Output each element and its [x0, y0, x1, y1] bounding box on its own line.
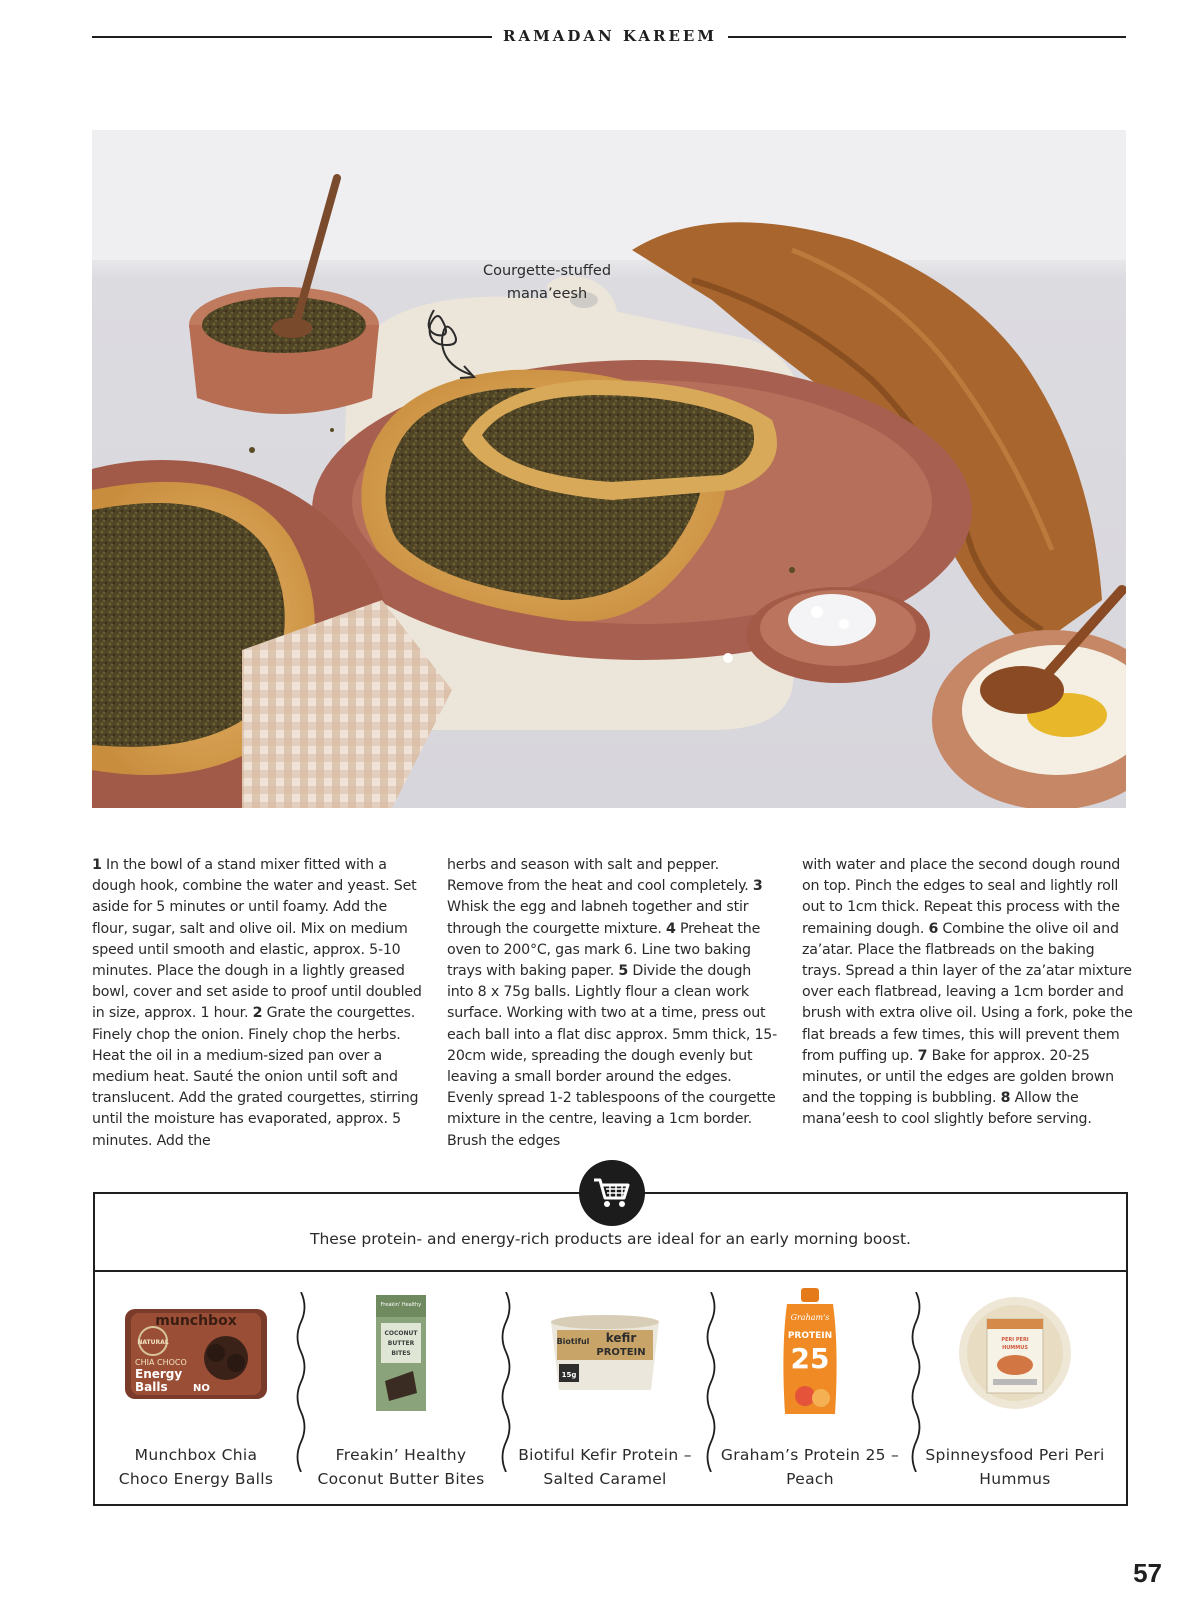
products-intro: These protein- and energy-rich products are ideal for an early morning boost. — [310, 1230, 911, 1248]
pack-line-3: Balls — [135, 1380, 168, 1394]
pack-line-2: 25 — [790, 1342, 830, 1375]
pack-line-1: kefir — [605, 1331, 637, 1345]
product-name-line-2: Coconut Butter Bites — [317, 1470, 485, 1488]
product-name-line-1: Spinneysfood Peri Peri — [925, 1446, 1105, 1464]
product-name-line-2: Salted Caramel — [543, 1470, 667, 1488]
header-rule-left — [92, 36, 492, 38]
step-text: Whisk the egg and labneh together and stir through the courgette mixture. — [447, 899, 749, 937]
step-number: 3 — [752, 878, 763, 895]
step-number: 2 — [252, 1005, 263, 1022]
pack-no: NO — [193, 1383, 210, 1394]
step-text: Bake for approx. 20-25 minutes, or until the edges are golden brown and the topping is bubbling. — [802, 1047, 1114, 1107]
product-spinneysfood-hummus[interactable] — [915, 1283, 1115, 1491]
pack-line-3: 15g — [561, 1371, 577, 1379]
step-number: 8 — [1000, 1090, 1011, 1107]
method-column-3 — [802, 855, 1134, 1131]
step-text: In the bowl of a stand mixer fitted with a dough hook, combine the water and yeast. Set aside for 5 minutes or until foamy. Add the flour, sugar, salt and olive oil. Mix on medium speed until smooth and elastic, approx. 5-10 minutes. Place the dough in a lightly greased bowl, cover and set aside to proof until doubled in size, approx. 1 hour. — [92, 857, 422, 1022]
step-number: 7 — [917, 1047, 928, 1064]
step-number: 4 — [665, 920, 676, 937]
step-text: Grate the courgettes. Finely chop the onion. Finely chop the herbs. Heat the oil in a medium-sized pan over a medium heat. Sauté the onion until soft and translucent. Add the grated courgettes, stirring until the moisture has evaporated, approx. 5 minutes. Add the — [92, 1005, 419, 1149]
product-name — [301, 1443, 501, 1491]
product-name — [710, 1443, 910, 1491]
step-text: Divide the dough into 8 x 75g balls. Lightly flour a clean work surface. Working with two at a time, press out each ball into a flat disc approx. 5mm thick, 15-20cm wide, spreading the dough evenly but leaving a small border around the edges. Evenly spread 1-2 tablespoons of the courgette mixture in the centre, leaving a 1cm border. Brush the edges — [447, 963, 778, 1149]
step-text: with water and place the second dough round on top. Pinch the edges to seal and lightly roll out to 1cm thick. Repeat this process with the remaining dough. — [802, 857, 1121, 937]
pack-brand: Freakin' Healthy — [380, 1302, 422, 1308]
pack-brand: Graham's — [790, 1313, 830, 1322]
pack-brand: Biotiful — [556, 1337, 590, 1346]
products-divider — [95, 1270, 1126, 1272]
pack-badge: NATURAL — [137, 1339, 169, 1346]
product-name-line-1: Graham’s Protein 25 – — [720, 1446, 900, 1464]
pack-line-3: BITES — [391, 1350, 411, 1357]
method-column-1 — [92, 855, 424, 1152]
pack-line-1: PROTEIN — [787, 1331, 833, 1341]
product-freakin-healthy[interactable] — [301, 1283, 501, 1491]
pack-line-1: PERI PERI — [1001, 1337, 1029, 1343]
step-number: 1 — [92, 857, 102, 873]
product-name-line-1: Biotiful Kefir Protein – — [518, 1446, 692, 1464]
pack-line-1: CHIA CHOCO — [135, 1358, 187, 1367]
method-column-2 — [447, 855, 779, 1152]
step-number: 6 — [928, 920, 939, 937]
food-illustration — [92, 130, 1126, 808]
recipe-photo — [92, 130, 1126, 808]
step-text: herbs and season with salt and pepper. Remove from the heat and cool completely. — [447, 857, 753, 895]
product-name-line-2: Hummus — [979, 1470, 1051, 1488]
step-text: Allow the mana’eesh to cool slightly before serving. — [802, 1090, 1092, 1128]
running-header — [92, 26, 1126, 46]
step-text: Preheat the oven to 200°C, gas mark 6. Line two baking trays with baking paper. — [447, 920, 761, 980]
product-name — [96, 1443, 296, 1491]
product-grahams-protein[interactable] — [710, 1283, 910, 1491]
product-biotiful-kefir[interactable] — [505, 1283, 705, 1491]
photo-caption: Courgette-stuffed mana’eesh — [482, 263, 612, 302]
product-name-line-1: Freakin’ Healthy — [335, 1446, 467, 1464]
product-name-line-2: Choco Energy Balls — [118, 1470, 274, 1488]
product-name-line-2: Peach — [786, 1470, 834, 1488]
product-name — [915, 1443, 1115, 1491]
header-rule-right — [728, 36, 1126, 38]
step-text: Combine the olive oil and za’atar. Place the flatbreads on the baking trays. Spread a thin layer of the za’atar mixture over each flatbread, leaving a 1cm border and brush with extra olive oil. Using a fork, poke the flat breads a few times, this will prevent them from puffing up. — [802, 920, 1133, 1064]
freakin-healthy-pack-image — [301, 1283, 501, 1423]
pack-line-2: BUTTER — [387, 1340, 415, 1347]
pack-brand: munchbox — [155, 1313, 237, 1329]
step-number: 5 — [618, 963, 629, 980]
product-name-line-1: Munchbox Chia — [134, 1446, 258, 1464]
product-munchbox[interactable] — [96, 1283, 296, 1491]
pack-line-1: COCONUT — [384, 1330, 418, 1337]
pack-line-2: HUMMUS — [1002, 1345, 1028, 1351]
section-title: RAMADAN KAREEM — [503, 27, 717, 45]
shopping-cart-icon — [579, 1160, 645, 1226]
biotiful-pot-image — [505, 1283, 705, 1423]
product-name — [505, 1443, 705, 1491]
hummus-tub-image — [915, 1283, 1115, 1423]
munchbox-pack-image — [96, 1283, 296, 1423]
page-number: 57 — [1133, 1558, 1162, 1588]
pack-line-2: Energy — [135, 1367, 183, 1381]
pack-line-2: PROTEIN — [596, 1347, 646, 1358]
grahams-pouch-image — [710, 1283, 910, 1423]
